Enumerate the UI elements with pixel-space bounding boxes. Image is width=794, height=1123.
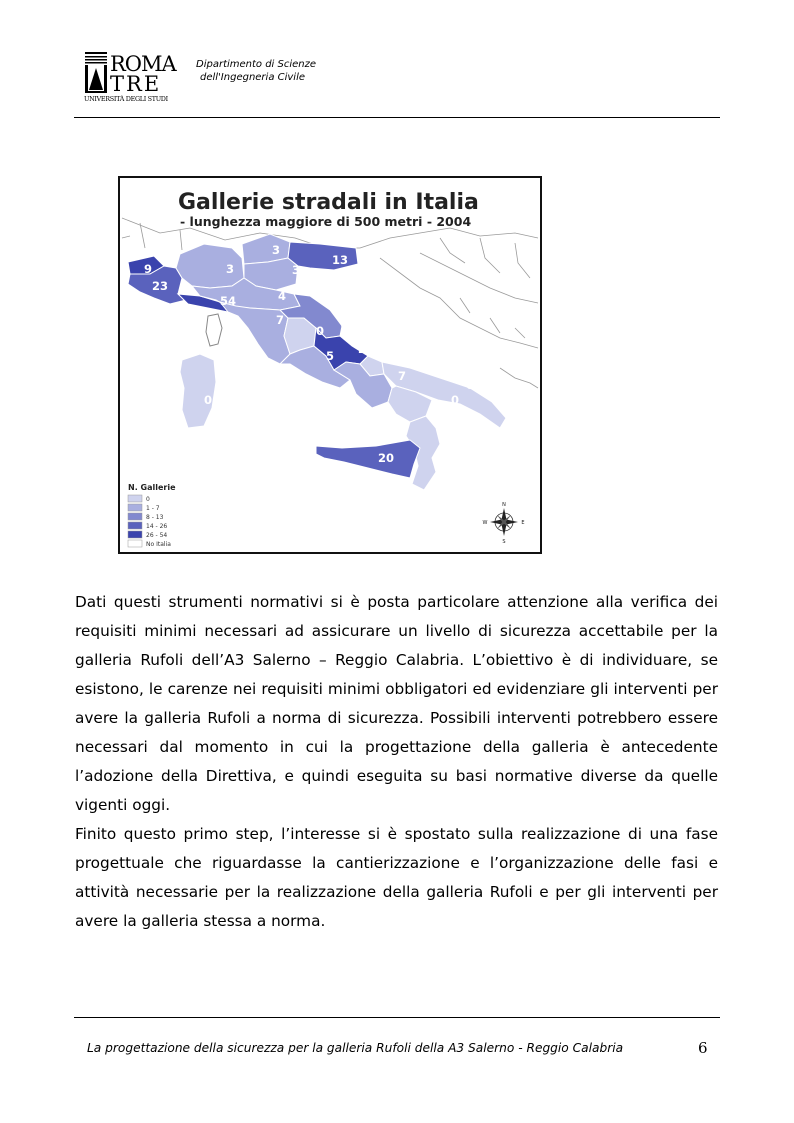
legend-label: 26 - 54 — [146, 532, 168, 539]
map-title: Gallerie stradali in Italia — [178, 190, 479, 215]
logo-line1: ROMA — [110, 52, 176, 76]
compass-e: E — [521, 520, 525, 526]
label-piemonte: 23 — [151, 279, 169, 293]
map-legend — [128, 483, 176, 548]
label-friuli: 13 — [331, 253, 349, 267]
compass-s: S — [502, 539, 506, 545]
label-calabria: 0 — [454, 411, 464, 425]
label-abruzzo: 20 — [357, 342, 375, 356]
legend-label: 0 — [146, 496, 150, 503]
label-toscana: 7 — [275, 313, 285, 327]
footer-rule — [74, 1017, 720, 1018]
region-sardegna — [180, 354, 216, 428]
map-subtitle: - lunghezza maggiore di 500 metri - 2004 — [180, 214, 472, 229]
label-liguria: 54 — [219, 294, 237, 308]
legend-swatch — [128, 495, 142, 502]
legend-label: No Italia — [146, 541, 171, 548]
label-molise: 0 — [393, 354, 403, 368]
logo-line3: UNIVERSITÀ DEGLI STUDI — [84, 95, 168, 103]
label-sardegna: 0 — [203, 393, 213, 407]
legend-label: 1 - 7 — [146, 505, 160, 512]
label-umbria: 0 — [315, 324, 325, 338]
label-lombardia: 3 — [225, 262, 235, 276]
paragraph-1: Dati questi strumenti normativi si è posta particolare attenzione alla verifica dei requisiti minimi necessari ad assicurare un livello di sicurezza accettabile per la galleria Rufoli dell’A3 Salerno – Reggio Calabria. L’obiettivo è di individuare, se esistono, le carenze nei requisiti minimi obbligatori ed evidenziare gli interventi per avere la galleria Rufoli a norma di sicurezza. Possibili interventi potrebbero essere necessari dal momento in cui la progettazione della galleria è antecedente l’adozione della Direttiva, e quindi eseguita su basi normative diverse da quelle vigenti oggi. — [75, 593, 718, 814]
region-toscana — [220, 302, 290, 364]
legend-swatch — [128, 504, 142, 511]
label-veneto: 3 — [291, 263, 301, 277]
legend-swatch — [128, 522, 142, 529]
region-sicilia — [316, 440, 420, 478]
compass-w: W — [482, 520, 488, 526]
logo-line2: TRE — [110, 72, 162, 96]
legend-swatch — [128, 540, 142, 547]
compass-rose-icon — [483, 502, 525, 545]
label-trentino: 3 — [271, 243, 281, 257]
legend-title: N. Gallerie — [128, 483, 176, 492]
label-sicilia: 20 — [377, 451, 395, 465]
department-name — [196, 58, 316, 84]
header-rule — [74, 117, 720, 118]
department-line2: dell'Ingegneria Civile — [200, 72, 306, 83]
university-logo — [84, 50, 184, 104]
label-valle-aosta: 9 — [143, 262, 153, 276]
legend-label: 8 - 13 — [146, 514, 164, 521]
label-emilia: 4 — [277, 289, 287, 303]
label-lazio: 5 — [325, 349, 335, 363]
legend-swatch — [128, 513, 142, 520]
body-text — [75, 588, 718, 936]
paragraph-2: Finito questo primo step, l’interesse si è spostato sulla realizzazione di una fase progettuale che riguardasse la cantierizzazione e l’organizzazione delle fasi e attività necessarie per la realizzazione della galleria Rufoli e per gli interventi per avere la galleria stessa a norma. — [75, 825, 718, 930]
italy-tunnels-map — [118, 176, 542, 554]
legend-swatch — [128, 531, 142, 538]
label-basilicata: 0 — [450, 393, 460, 407]
page-number: 6 — [698, 1039, 708, 1057]
legend-label: 14 - 26 — [146, 523, 168, 530]
label-marche: 10 — [339, 316, 357, 330]
temple-icon — [85, 52, 107, 93]
department-line1: Dipartimento di Scienze — [196, 59, 317, 70]
regions — [128, 234, 506, 490]
region-corsica — [206, 314, 222, 346]
footer-title: La progettazione della sicurezza per la galleria Rufoli della A3 Salerno - Reggio Calabria — [87, 1041, 624, 1055]
label-puglia: 0 — [465, 378, 475, 392]
compass-n: N — [502, 502, 506, 508]
label-campania: 7 — [397, 369, 407, 383]
